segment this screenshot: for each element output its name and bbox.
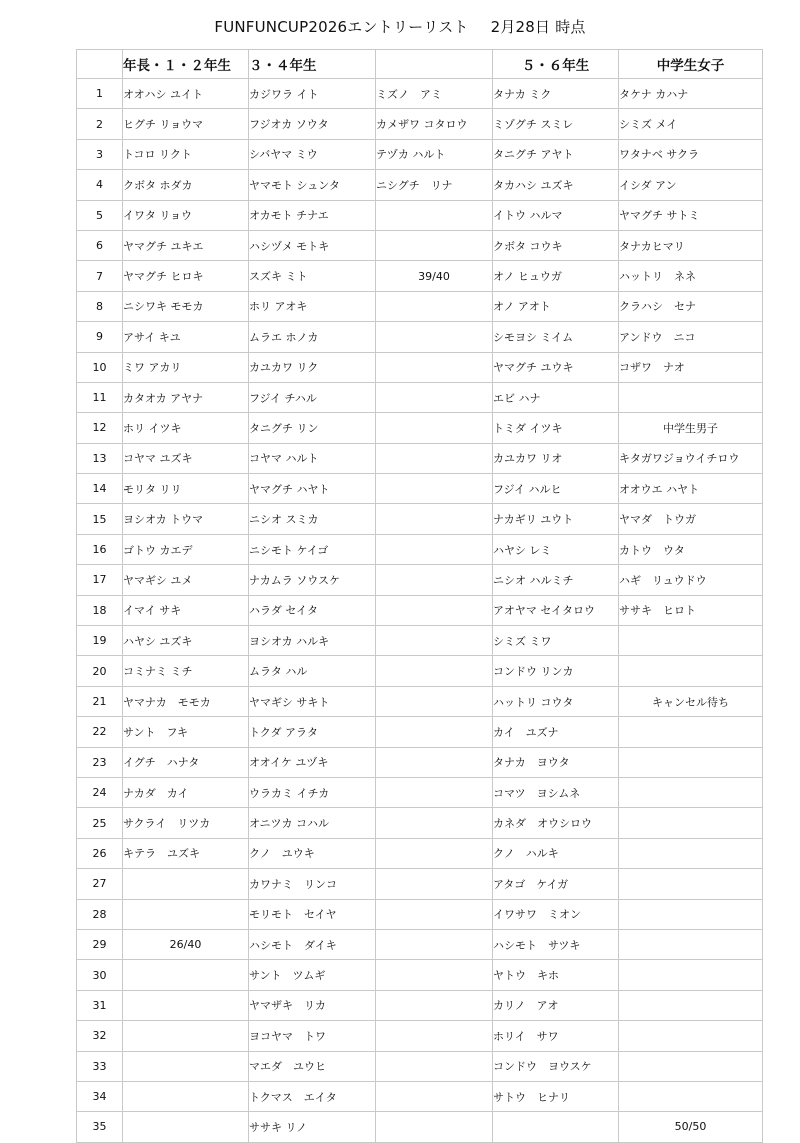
- table-row: [77, 200, 763, 230]
- entry-grade-5-6: ハシモト サツキ: [493, 929, 619, 959]
- entry-grade-k-2: ヒグチ リョウマ: [123, 109, 249, 139]
- entry-grade-k-2: キテラ ユズキ: [123, 838, 249, 868]
- entry-junior-high: ヤマダ トウガ: [619, 504, 763, 534]
- row-number: 30: [77, 960, 123, 990]
- entry-junior-high: [619, 626, 763, 656]
- entry-grade-5-6: トミダ イツキ: [493, 413, 619, 443]
- entry-grade-3-4-extra: [376, 565, 493, 595]
- entry-junior-high: オオウエ ハヤト: [619, 474, 763, 504]
- entry-grade-3-4: トクダ アラタ: [249, 717, 376, 747]
- entry-grade-3-4-extra: [376, 929, 493, 959]
- entry-junior-high: [619, 929, 763, 959]
- entry-grade-3-4: サント ツムギ: [249, 960, 376, 990]
- table-row: [77, 382, 763, 412]
- entry-grade-5-6: ヤマグチ ユウキ: [493, 352, 619, 382]
- table-row: [77, 929, 763, 959]
- header-grade-3-4-extra: [376, 50, 493, 79]
- entry-grade-3-4: カワナミ リンコ: [249, 869, 376, 899]
- entry-grade-5-6: カユカワ リオ: [493, 443, 619, 473]
- entry-grade-k-2: [123, 869, 249, 899]
- row-number: 34: [77, 1081, 123, 1111]
- row-number: 10: [77, 352, 123, 382]
- entry-grade-3-4-extra: [376, 200, 493, 230]
- table-row: [77, 1081, 763, 1111]
- entry-grade-3-4: カジワラ イト: [249, 79, 376, 109]
- row-number: 3: [77, 139, 123, 169]
- entry-junior-high: アンドウ ニコ: [619, 322, 763, 352]
- entry-grade-k-2: クボタ ホダカ: [123, 170, 249, 200]
- table-row: [77, 443, 763, 473]
- entry-grade-3-4-extra: ニシグチ リナ: [376, 170, 493, 200]
- entry-grade-3-4-extra: [376, 626, 493, 656]
- entry-grade-k-2: [123, 1081, 249, 1111]
- entry-grade-3-4-extra: [376, 413, 493, 443]
- entry-grade-3-4: フジオカ ソウタ: [249, 109, 376, 139]
- row-number: 27: [77, 869, 123, 899]
- table-row: [77, 808, 763, 838]
- entry-junior-high: [619, 990, 763, 1020]
- entry-grade-5-6: ハヤシ レミ: [493, 534, 619, 564]
- entry-grade-k-2: 26/40: [123, 929, 249, 959]
- entry-grade-3-4-extra: [376, 777, 493, 807]
- entry-body: [77, 79, 763, 1143]
- entry-junior-high: [619, 656, 763, 686]
- table-row: [77, 1112, 763, 1142]
- entry-grade-k-2: ヨシオカ トウマ: [123, 504, 249, 534]
- entry-grade-5-6: イワサワ ミオン: [493, 899, 619, 929]
- entry-grade-3-4: コヤマ ハルト: [249, 443, 376, 473]
- entry-grade-k-2: モリタ リリ: [123, 474, 249, 504]
- entry-grade-3-4-extra: [376, 656, 493, 686]
- table-row: [77, 777, 763, 807]
- entry-grade-3-4-extra: [376, 1081, 493, 1111]
- entry-grade-3-4-extra: [376, 747, 493, 777]
- entry-grade-5-6: カリノ アオ: [493, 990, 619, 1020]
- entry-grade-3-4-extra: [376, 230, 493, 260]
- entry-grade-3-4-extra: テヅカ ハルト: [376, 139, 493, 169]
- entry-junior-high: 50/50: [619, 1112, 763, 1142]
- row-number: 19: [77, 626, 123, 656]
- entry-grade-5-6: オノ アオト: [493, 291, 619, 321]
- entry-grade-k-2: ハヤシ ユズキ: [123, 626, 249, 656]
- entry-grade-3-4-extra: [376, 838, 493, 868]
- table-row: [77, 990, 763, 1020]
- entry-grade-5-6: [493, 1112, 619, 1142]
- table-row: [77, 139, 763, 169]
- entry-grade-3-4: ウラカミ イチカ: [249, 777, 376, 807]
- entry-grade-5-6: フジイ ハルヒ: [493, 474, 619, 504]
- header-grade-3-4: ３・４年生: [249, 50, 376, 79]
- table-row: [77, 869, 763, 899]
- table-row: [77, 109, 763, 139]
- table-row: [77, 838, 763, 868]
- entry-grade-3-4: カユカワ リク: [249, 352, 376, 382]
- entry-grade-3-4-extra: [376, 534, 493, 564]
- table-row: [77, 717, 763, 747]
- entry-junior-high: タケナ カハナ: [619, 79, 763, 109]
- entry-grade-k-2: ヤマナカ モモカ: [123, 686, 249, 716]
- entry-grade-3-4: ニシモト ケイゴ: [249, 534, 376, 564]
- entry-grade-3-4-extra: [376, 1051, 493, 1081]
- row-number: 8: [77, 291, 123, 321]
- entry-junior-high: 中学生男子: [619, 413, 763, 443]
- row-number: 15: [77, 504, 123, 534]
- table-row: [77, 534, 763, 564]
- entry-grade-3-4: オカモト チナエ: [249, 200, 376, 230]
- row-number: 4: [77, 170, 123, 200]
- entry-grade-3-4-extra: ミズノ アミ: [376, 79, 493, 109]
- entry-junior-high: キタガワジョウイチロウ: [619, 443, 763, 473]
- entry-junior-high: [619, 717, 763, 747]
- row-number: 26: [77, 838, 123, 868]
- table-row: [77, 747, 763, 777]
- entry-grade-3-4: シバヤマ ミウ: [249, 139, 376, 169]
- entry-grade-3-4-extra: [376, 686, 493, 716]
- row-number: 14: [77, 474, 123, 504]
- entry-grade-3-4: ムラタ ハル: [249, 656, 376, 686]
- row-number: 16: [77, 534, 123, 564]
- row-number: 17: [77, 565, 123, 595]
- table-row: [77, 565, 763, 595]
- table-row: [77, 413, 763, 443]
- table-row: [77, 79, 763, 109]
- entry-grade-3-4-extra: [376, 352, 493, 382]
- entry-junior-high: [619, 1051, 763, 1081]
- entry-grade-5-6: シミズ ミワ: [493, 626, 619, 656]
- entry-junior-high: イシダ アン: [619, 170, 763, 200]
- row-number: 35: [77, 1112, 123, 1142]
- entry-grade-5-6: アタゴ ケイガ: [493, 869, 619, 899]
- header-grade-k-2: 年長・１・２年生: [123, 50, 249, 79]
- row-number: 31: [77, 990, 123, 1020]
- entry-grade-5-6: コンドウ リンカ: [493, 656, 619, 686]
- row-number: 18: [77, 595, 123, 625]
- header-junior-high-girls: 中学生女子: [619, 50, 763, 79]
- row-number: 12: [77, 413, 123, 443]
- entry-grade-k-2: [123, 960, 249, 990]
- entry-grade-k-2: ゴトウ カエデ: [123, 534, 249, 564]
- entry-grade-3-4: オニツカ コハル: [249, 808, 376, 838]
- entry-grade-3-4: ニシオ スミカ: [249, 504, 376, 534]
- row-number: 7: [77, 261, 123, 291]
- table-row: [77, 170, 763, 200]
- entry-grade-5-6: ニシオ ハルミチ: [493, 565, 619, 595]
- entry-grade-5-6: クノ ハルキ: [493, 838, 619, 868]
- entry-grade-5-6: ミゾグチ スミレ: [493, 109, 619, 139]
- entry-grade-k-2: [123, 990, 249, 1020]
- row-number: 1: [77, 79, 123, 109]
- entry-junior-high: コザワ ナオ: [619, 352, 763, 382]
- table-row: [77, 474, 763, 504]
- entry-junior-high: ワタナベ サクラ: [619, 139, 763, 169]
- header-grade-5-6: ５・６年生: [493, 50, 619, 79]
- entry-junior-high: ササキ ヒロト: [619, 595, 763, 625]
- entry-grade-k-2: [123, 1051, 249, 1081]
- entry-junior-high: [619, 382, 763, 412]
- entry-grade-3-4-extra: [376, 869, 493, 899]
- entry-grade-k-2: ホリ イツキ: [123, 413, 249, 443]
- entry-grade-k-2: コミナミ ミチ: [123, 656, 249, 686]
- entry-grade-3-4-extra: [376, 1021, 493, 1051]
- entry-grade-3-4-extra: 39/40: [376, 261, 493, 291]
- table-row: [77, 261, 763, 291]
- entry-junior-high: カトウ ウタ: [619, 534, 763, 564]
- entry-junior-high: キャンセル待ち: [619, 686, 763, 716]
- table-row: [77, 291, 763, 321]
- table-row: [77, 1051, 763, 1081]
- entry-grade-3-4: フジイ チハル: [249, 382, 376, 412]
- entry-grade-3-4-extra: [376, 443, 493, 473]
- table-row: [77, 626, 763, 656]
- entry-grade-k-2: [123, 899, 249, 929]
- row-number: 5: [77, 200, 123, 230]
- entry-grade-5-6: イトウ ハルマ: [493, 200, 619, 230]
- entry-grade-k-2: オオハシ ユイト: [123, 79, 249, 109]
- entry-junior-high: [619, 1021, 763, 1051]
- entry-grade-3-4: マエダ ユウヒ: [249, 1051, 376, 1081]
- entry-grade-3-4: クノ ユウキ: [249, 838, 376, 868]
- entry-junior-high: [619, 960, 763, 990]
- entry-grade-3-4: スズキ ミト: [249, 261, 376, 291]
- entry-grade-3-4: ヨコヤマ トワ: [249, 1021, 376, 1051]
- entry-grade-5-6: シモヨシ ミイム: [493, 322, 619, 352]
- entry-grade-k-2: [123, 1021, 249, 1051]
- entry-grade-3-4-extra: [376, 595, 493, 625]
- entry-grade-3-4: ヤマギシ サキト: [249, 686, 376, 716]
- entry-grade-3-4-extra: [376, 990, 493, 1020]
- entry-grade-5-6: エビ ハナ: [493, 382, 619, 412]
- entry-grade-3-4: ハシヅメ モトキ: [249, 230, 376, 260]
- entry-grade-3-4-extra: [376, 504, 493, 534]
- entry-grade-k-2: イワタ リョウ: [123, 200, 249, 230]
- row-number: 6: [77, 230, 123, 260]
- entry-grade-k-2: ニシワキ モモカ: [123, 291, 249, 321]
- entry-grade-k-2: ヤマグチ ヒロキ: [123, 261, 249, 291]
- entry-grade-k-2: ナカダ カイ: [123, 777, 249, 807]
- row-number: 33: [77, 1051, 123, 1081]
- entry-grade-5-6: クボタ コウキ: [493, 230, 619, 260]
- row-number: 2: [77, 109, 123, 139]
- entry-grade-3-4: ヤマグチ ハヤト: [249, 474, 376, 504]
- entry-junior-high: [619, 899, 763, 929]
- row-number: 21: [77, 686, 123, 716]
- entry-grade-k-2: ヤマグチ ユキエ: [123, 230, 249, 260]
- entry-grade-k-2: カタオカ アヤナ: [123, 382, 249, 412]
- entry-grade-3-4: ササキ リノ: [249, 1112, 376, 1142]
- entry-grade-k-2: サント フキ: [123, 717, 249, 747]
- row-number: 24: [77, 777, 123, 807]
- entry-grade-k-2: ヤマギシ ユメ: [123, 565, 249, 595]
- table-row: [77, 595, 763, 625]
- row-number: 9: [77, 322, 123, 352]
- row-number: 13: [77, 443, 123, 473]
- entry-junior-high: シミズ メイ: [619, 109, 763, 139]
- entry-grade-5-6: コマツ ヨシムネ: [493, 777, 619, 807]
- entry-grade-k-2: ミワ アカリ: [123, 352, 249, 382]
- entry-grade-5-6: オノ ヒュウガ: [493, 261, 619, 291]
- entry-grade-3-4-extra: [376, 474, 493, 504]
- entry-grade-3-4: ナカムラ ソウスケ: [249, 565, 376, 595]
- entry-grade-3-4: ハシモト ダイキ: [249, 929, 376, 959]
- entry-junior-high: ハギ リュウドウ: [619, 565, 763, 595]
- entry-grade-3-4: タニグチ リン: [249, 413, 376, 443]
- entry-grade-3-4-extra: [376, 382, 493, 412]
- table-row: [77, 230, 763, 260]
- row-number: 29: [77, 929, 123, 959]
- row-number: 32: [77, 1021, 123, 1051]
- entry-grade-5-6: ホリイ サワ: [493, 1021, 619, 1051]
- entry-grade-3-4: ヨシオカ ハルキ: [249, 626, 376, 656]
- row-number: 25: [77, 808, 123, 838]
- table-row: [77, 686, 763, 716]
- entry-grade-3-4-extra: [376, 960, 493, 990]
- entry-junior-high: [619, 747, 763, 777]
- row-number: 28: [77, 899, 123, 929]
- entry-grade-3-4: オオイケ ユヅキ: [249, 747, 376, 777]
- row-number: 23: [77, 747, 123, 777]
- entry-grade-5-6: アオヤマ セイタロウ: [493, 595, 619, 625]
- table-row: [77, 504, 763, 534]
- entry-junior-high: ヤマグチ サトミ: [619, 200, 763, 230]
- entry-junior-high: [619, 777, 763, 807]
- entry-grade-3-4: ホリ アオキ: [249, 291, 376, 321]
- header-row: [77, 50, 763, 79]
- entry-grade-3-4: ハラダ セイタ: [249, 595, 376, 625]
- title-text: FUNFUNCUP2026エントリーリスト: [214, 18, 469, 36]
- entry-grade-5-6: ナカギリ ユウト: [493, 504, 619, 534]
- entry-junior-high: タナカヒマリ: [619, 230, 763, 260]
- row-number: 11: [77, 382, 123, 412]
- header-number: [77, 50, 123, 79]
- entry-grade-5-6: カイ ユズナ: [493, 717, 619, 747]
- table-row: [77, 322, 763, 352]
- entry-grade-3-4-extra: [376, 808, 493, 838]
- entry-grade-3-4: ムラエ ホノカ: [249, 322, 376, 352]
- entry-grade-3-4-extra: カメザワ コタロウ: [376, 109, 493, 139]
- entry-grade-3-4: ヤマザキ リカ: [249, 990, 376, 1020]
- entry-junior-high: ハットリ ネネ: [619, 261, 763, 291]
- entry-grade-5-6: ヤトウ キホ: [493, 960, 619, 990]
- entry-grade-3-4-extra: [376, 1112, 493, 1142]
- entry-grade-5-6: タカハシ ユズキ: [493, 170, 619, 200]
- entry-junior-high: [619, 838, 763, 868]
- entry-grade-k-2: イグチ ハナタ: [123, 747, 249, 777]
- entry-grade-5-6: サトウ ヒナリ: [493, 1081, 619, 1111]
- entry-grade-3-4-extra: [376, 322, 493, 352]
- as-of-date: 2月28日 時点: [490, 18, 586, 36]
- entry-grade-5-6: コンドウ ヨウスケ: [493, 1051, 619, 1081]
- table-row: [77, 352, 763, 382]
- entry-table: [76, 49, 763, 1143]
- entry-grade-3-4-extra: [376, 899, 493, 929]
- table-row: [77, 960, 763, 990]
- entry-grade-5-6: タナカ ミク: [493, 79, 619, 109]
- entry-grade-k-2: サクライ リツカ: [123, 808, 249, 838]
- entry-grade-k-2: トコロ リクト: [123, 139, 249, 169]
- entry-junior-high: クラハシ セナ: [619, 291, 763, 321]
- table-row: [77, 1021, 763, 1051]
- entry-grade-k-2: アサイ キユ: [123, 322, 249, 352]
- document-title: [0, 16, 800, 37]
- entry-grade-k-2: [123, 1112, 249, 1142]
- table-row: [77, 656, 763, 686]
- entry-grade-5-6: タナカ ヨウタ: [493, 747, 619, 777]
- entry-grade-3-4: トクマス エイタ: [249, 1081, 376, 1111]
- entry-grade-5-6: カネダ オウシロウ: [493, 808, 619, 838]
- table-row: [77, 899, 763, 929]
- entry-junior-high: [619, 1081, 763, 1111]
- entry-grade-3-4: ヤマモト シュンタ: [249, 170, 376, 200]
- row-number: 22: [77, 717, 123, 747]
- entry-grade-k-2: イマイ サキ: [123, 595, 249, 625]
- row-number: 20: [77, 656, 123, 686]
- entry-grade-5-6: タニグチ アヤト: [493, 139, 619, 169]
- entry-grade-k-2: コヤマ ユズキ: [123, 443, 249, 473]
- entry-grade-5-6: ハットリ コウタ: [493, 686, 619, 716]
- entry-grade-3-4: モリモト セイヤ: [249, 899, 376, 929]
- entry-grade-3-4-extra: [376, 291, 493, 321]
- entry-junior-high: [619, 869, 763, 899]
- entry-junior-high: [619, 808, 763, 838]
- entry-grade-3-4-extra: [376, 717, 493, 747]
